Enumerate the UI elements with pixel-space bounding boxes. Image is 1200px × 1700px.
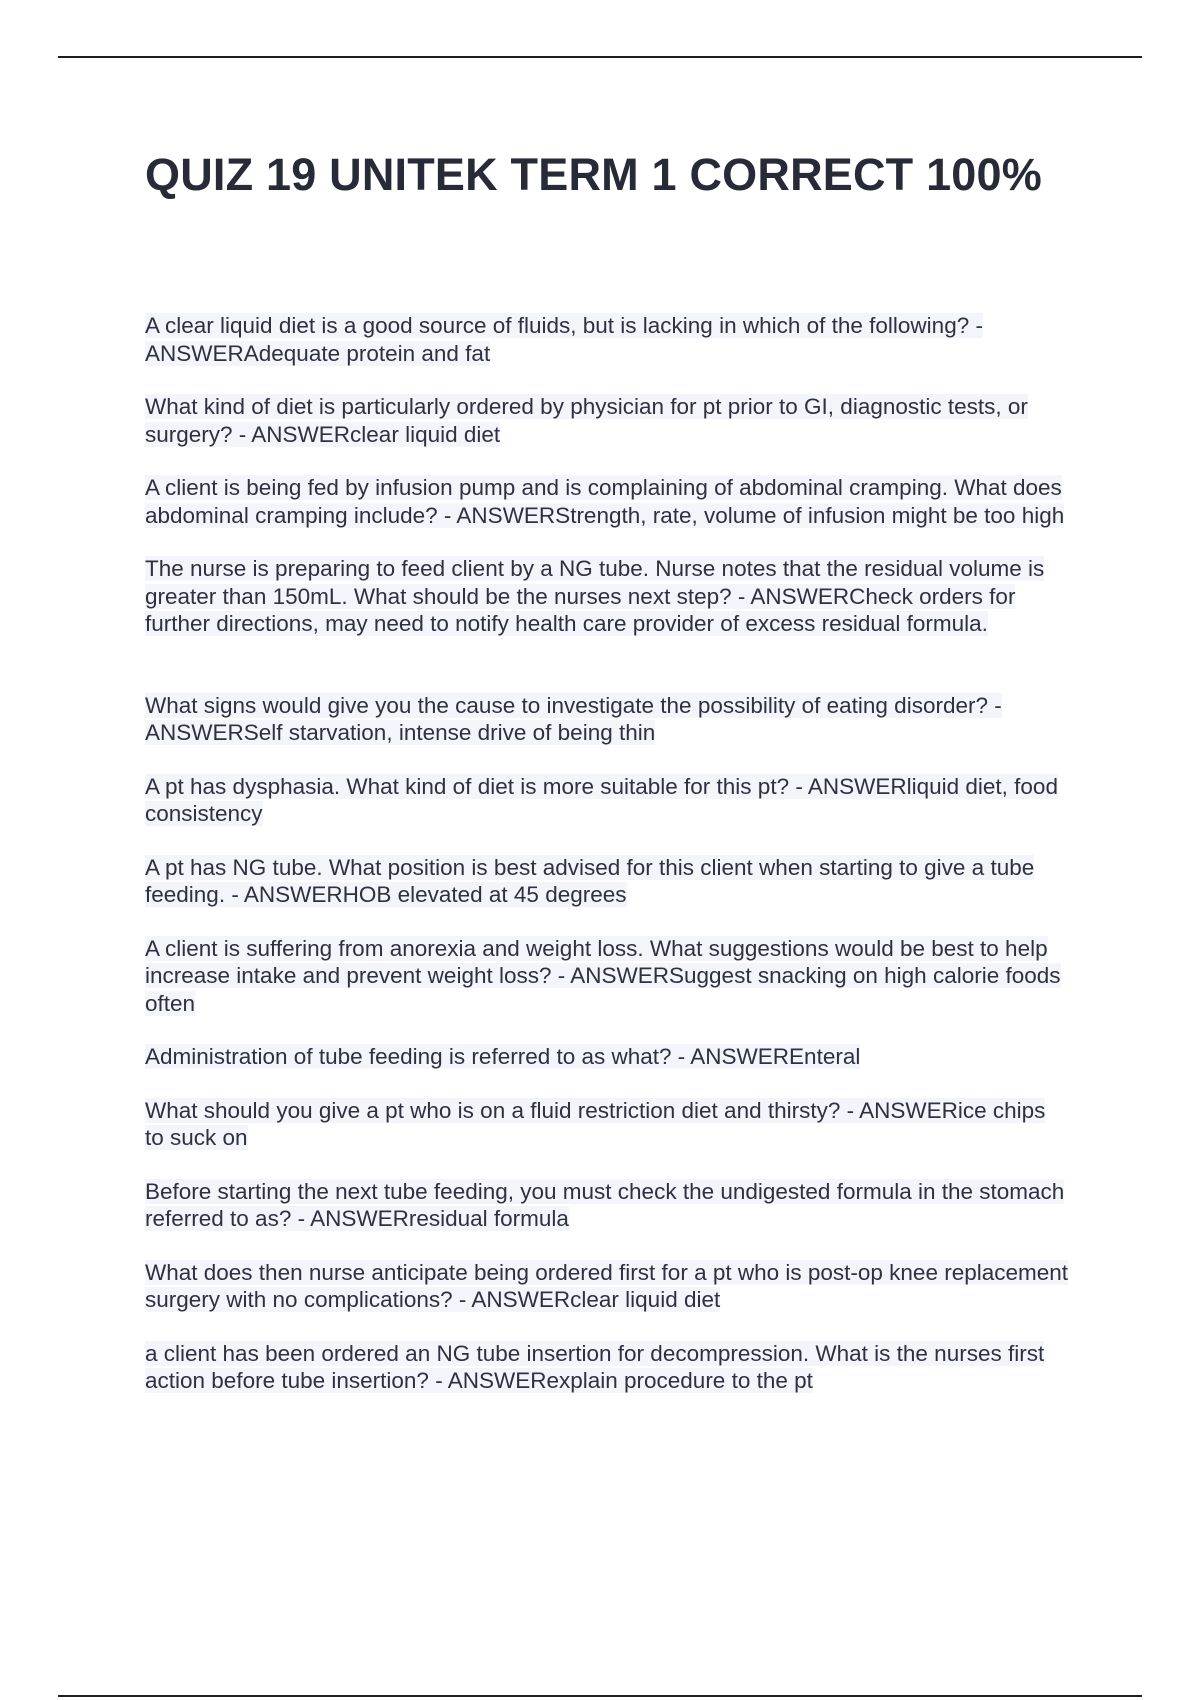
- qa-item: A client is being fed by infusion pump and is complaining of abdominal cramping. What does abdominal cramping include? - ANSWERStrength, rate, volume of infusion might be too high: [145, 475, 1065, 528]
- qa-item: What should you give a pt who is on a fluid restriction diet and thirsty? - ANSWERice chips to suck on: [145, 1097, 1046, 1150]
- qa-item: What kind of diet is particularly ordered by physician for pt prior to GI, diagnostic tests, or surgery? - ANSWERclear liquid diet: [145, 394, 1028, 447]
- qa-item: A clear liquid diet is a good source of fluids, but is lacking in which of the following? - ANSWERAdequate protein and fat: [145, 313, 983, 366]
- qa-item: Administration of tube feeding is referred to as what? - ANSWEREnteral: [145, 1044, 861, 1069]
- top-rule: [58, 56, 1142, 58]
- qa-item: A pt has NG tube. What position is best advised for this client when starting to give a tube feeding. - ANSWERHOB elevated at 45 degrees: [145, 854, 1035, 907]
- qa-item: a client has been ordered an NG tube insertion for decompression. What is the nurses first action before tube insertion? - ANSWERexplain procedure to the pt: [145, 1340, 1045, 1393]
- qa-item: The nurse is preparing to feed client by a NG tube. Nurse notes that the residual volume is greater than 150mL. What should be the nurses next step? - ANSWERCheck orders for further directions, may need to notify health care provider of excess residual formula.: [145, 556, 1045, 636]
- qa-list: [145, 312, 1070, 1421]
- bottom-rule: [58, 1695, 1142, 1697]
- qa-item: A pt has dysphasia. What kind of diet is more suitable for this pt? - ANSWERliquid diet, food consistency: [145, 773, 1058, 826]
- qa-item: What does then nurse anticipate being ordered first for a pt who is post-op knee replacement surgery with no complications? - ANSWERclear liquid diet: [145, 1259, 1069, 1312]
- document-title: QUIZ 19 UNITEK TERM 1 CORRECT 100%: [145, 149, 1042, 200]
- qa-item: What signs would give you the cause to investigate the possibility of eating disorder? - ANSWERSelf starvation, intense drive of being thin: [145, 692, 1002, 745]
- qa-item: Before starting the next tube feeding, you must check the undigested formula in the stomach referred to as? - ANSWERresidual formula: [145, 1178, 1065, 1231]
- qa-item: A client is suffering from anorexia and weight loss. What suggestions would be best to help increase intake and prevent weight loss? - ANSWERSuggest snacking on high calorie foods often: [145, 935, 1061, 1016]
